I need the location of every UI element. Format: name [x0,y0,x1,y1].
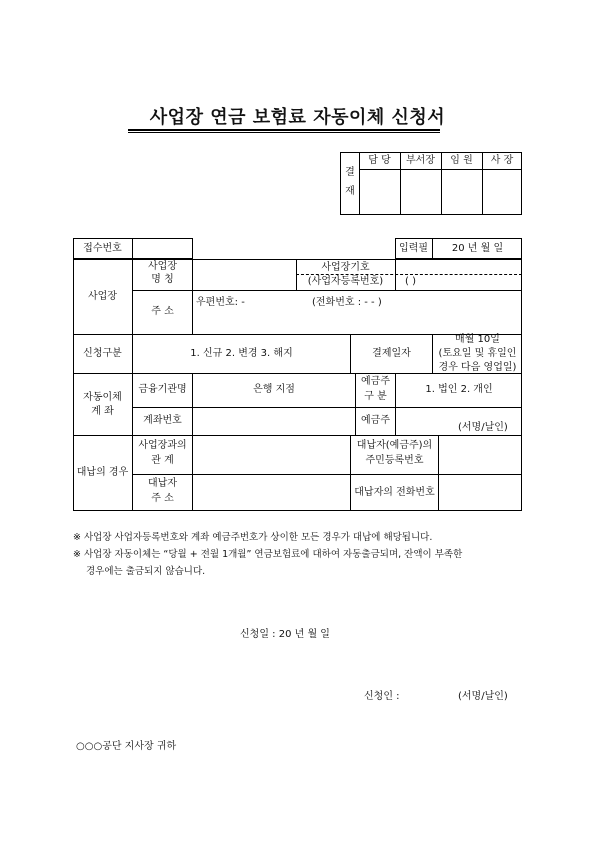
proxy-phone-field[interactable] [439,475,521,510]
approval-header-staff: 담 당 [368,155,391,166]
note-2-continued: 경우에는 출금되지 않습니다. [86,566,206,577]
holder-type-options[interactable]: 1. 법인 2. 개인 [425,384,493,395]
holder-type-label-2: 구 분 [364,391,387,402]
apply-type-options[interactable]: 1. 신규 2. 변경 3. 해지 [190,348,293,359]
proxy-id-label-2: 주민등록번호 [365,455,424,466]
workplace-label: 사업장 [88,291,117,302]
bizno-label-1: 사업장기호 [321,262,370,273]
account-no-field[interactable] [193,408,354,434]
workplace-name-label-1: 사업장 [148,261,177,272]
pay-date-label: 결제일자 [372,348,411,359]
approval-side-label-1: 결 [345,167,355,178]
entry-label: 입력필 [399,243,428,254]
postal-code-field[interactable]: 우편번호: - [196,297,245,308]
proxy-id-field[interactable] [439,436,521,473]
depositor-sign[interactable]: (서명/날인) [458,422,508,433]
proxy-address-field[interactable] [193,475,349,510]
approval-side-label-2: 재 [345,186,355,197]
approval-header-president: 사 장 [490,155,514,166]
approval-header-executive: 임 원 [450,155,473,166]
holder-type-label-1: 예금주 [361,376,390,387]
transfer-label-2: 계 좌 [91,406,114,417]
application-date[interactable]: 신청일 : 20 년 월 일 [240,629,330,640]
proxy-id-label-1: 대납자(예금주)의 [356,440,433,451]
address-label: 주 소 [151,306,174,317]
relation-label-2: 관 계 [151,455,174,466]
entry-date: 20 년 월 일 [451,243,504,254]
account-no-label: 계좌번호 [143,415,182,426]
applicant-label: 신청인 : [364,691,400,702]
relation-field[interactable] [193,436,349,473]
bank-label: 금융기관명 [138,384,187,395]
proxy-phone-label: 대납자의 전화번호 [354,487,435,498]
pay-date-line-1: 매월 10일 [455,334,500,345]
addressee: ○○○공단 지사장 귀하 [76,741,177,752]
workplace-name-field[interactable] [193,260,295,289]
relation-label-1: 사업장과의 [138,440,187,451]
form-title: 사업장 연금 보험료 자동이체 신청서 [149,107,446,128]
title-underline-thin [128,132,440,133]
approval-header-manager: 부서장 [406,155,435,166]
proxy-address-label-1: 대납자 [148,478,177,489]
depositor-label: 예금주 [361,415,390,426]
pay-date-line-3: 경우 다음 영업일) [438,362,517,373]
receipt-no-label: 접수번호 [83,243,122,254]
transfer-label-1: 자동이체 [83,392,122,403]
title-underline [128,129,440,131]
bizno-value[interactable]: ( ) [405,276,416,287]
phone-field[interactable]: (전화번호 : - - ) [312,297,382,308]
note-2: ※ 사업장 자동이체는 “당월 + 전월 1개월” 연금보험료에 대하여 자동출금되며, 잔액이 부족한 [73,549,463,560]
bank-field[interactable]: 은행 지점 [253,384,295,395]
pay-date-line-2: (토요일 및 휴일인 [438,348,517,359]
applicant-sign[interactable]: (서명/날인) [458,691,508,702]
apply-type-label: 신청구분 [83,348,122,359]
note-1: ※ 사업장 사업자등록번호와 계좌 예금주번호가 상이한 모든 경우가 대납에 해당됩니다. [73,532,433,543]
proxy-address-label-2: 주 소 [151,493,174,504]
proxy-section-label: 대납의 경우 [76,467,129,478]
bizno-label-2: (사업자등록번호) [307,276,384,287]
workplace-name-label-2: 명 칭 [151,274,174,285]
